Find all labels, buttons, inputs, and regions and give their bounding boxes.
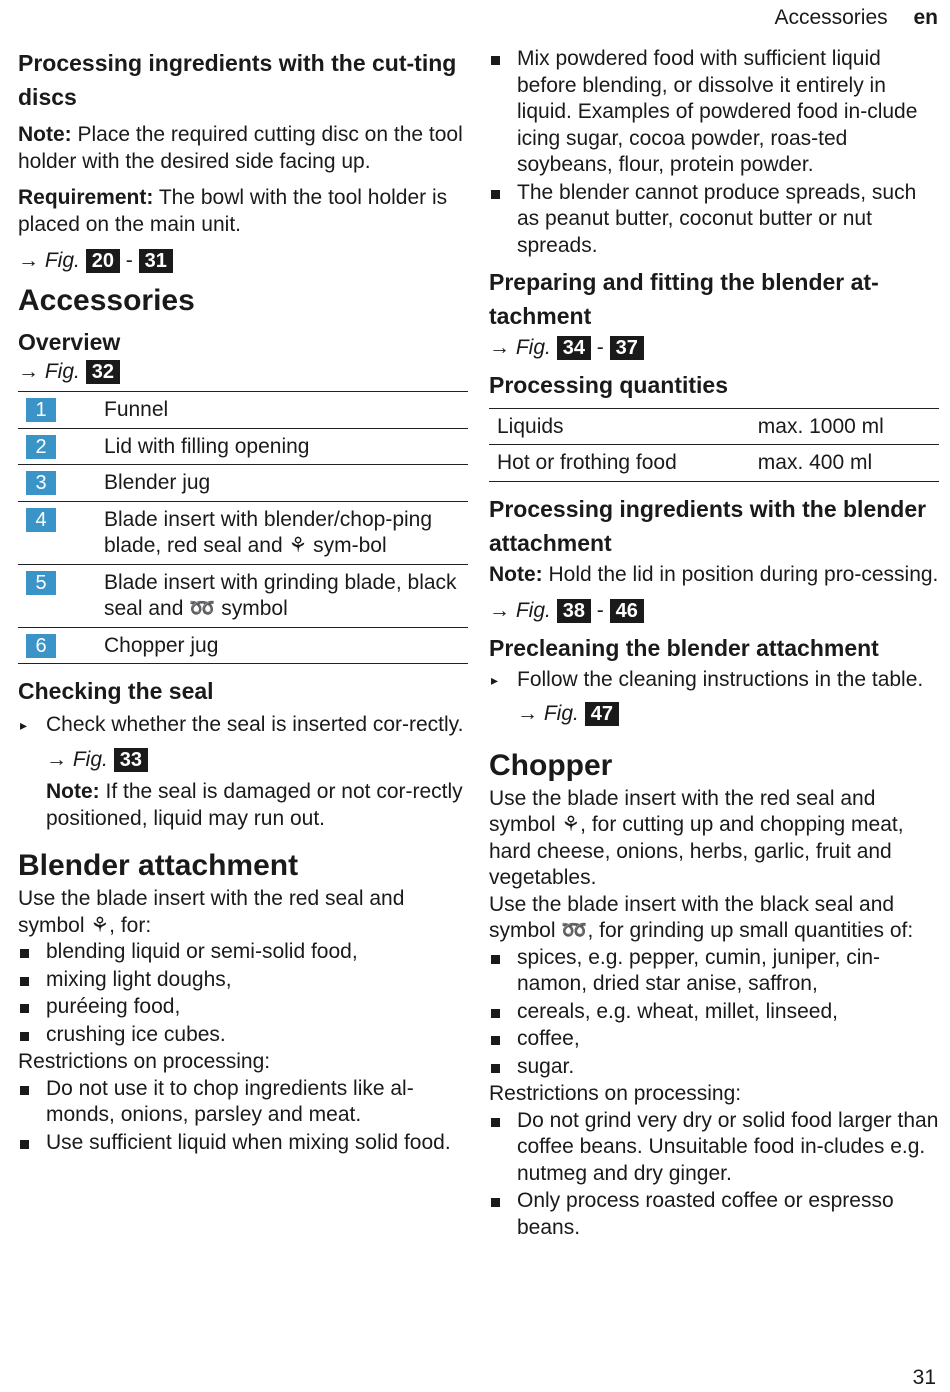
- powder-notes: [489, 46, 939, 259]
- heading-processing-quantities: Processing quantities: [489, 371, 729, 398]
- figure-ref: → Fig. 32: [18, 359, 468, 386]
- quantity-item: Hot or frothing food: [489, 445, 750, 482]
- chopper-paragraph-2: Use the blade insert with the black seal and symbol ➿, for grinding up small quantities of:: [489, 892, 914, 942]
- figure-ref: → Fig. 34 - 37: [489, 335, 939, 362]
- item-text: Funnel: [104, 392, 468, 429]
- right-column: [489, 46, 939, 1249]
- heading-preparing-blender: Preparing and fitting the blender at-tachment: [489, 269, 879, 329]
- list-item: mixing light doughs,: [18, 967, 468, 994]
- figure-badge: 47: [585, 702, 619, 726]
- note-cutting: Note: Place the required cutting disc on the tool holder with the desired side facing up.: [18, 123, 463, 173]
- item-number: 4: [26, 508, 56, 532]
- blender-restrictions: [18, 1076, 468, 1157]
- figure-badge: 32: [86, 360, 120, 384]
- list-item: blending liquid or semi-solid food,: [18, 939, 468, 966]
- heading-processing-blender: Processing ingredients with the blender attachment: [489, 495, 927, 556]
- note-blender: Note: Hold the lid in position during pro-cessing.: [489, 562, 939, 586]
- heading-checking-seal: Checking the seal: [18, 678, 214, 704]
- item-number: 5: [26, 571, 56, 595]
- figure-badge: 33: [114, 748, 148, 772]
- heading-accessories: Accessories: [18, 283, 195, 317]
- table-row: [18, 465, 468, 502]
- table-row: [489, 408, 939, 445]
- figure-badge: 46: [610, 599, 644, 623]
- list-item: ▸ Check whether the seal is inserted cor-rectly.: [18, 712, 468, 739]
- table-row: [18, 627, 468, 664]
- item-text: Lid with filling opening: [104, 428, 468, 465]
- heading-precleaning: Precleaning the blender attachment: [489, 634, 879, 661]
- item-number: 1: [26, 398, 56, 422]
- list-item: crushing ice cubes.: [18, 1022, 468, 1049]
- page-number: 31: [912, 1366, 936, 1389]
- list-item: Use sufficient liquid when mixing solid food.: [18, 1130, 468, 1157]
- item-number: 2: [26, 435, 56, 459]
- overview-table: [18, 391, 468, 664]
- quantities-table: [489, 408, 939, 482]
- quantity-value: max. 400 ml: [750, 445, 939, 482]
- precleaning-steps: [489, 667, 939, 694]
- figure-badge: 20: [86, 249, 120, 273]
- quantity-value: max. 1000 ml: [750, 408, 939, 445]
- item-text: Blade insert with grinding blade, black seal and ➿ symbol: [104, 564, 468, 627]
- list-item: The blender cannot produce spreads, such as peanut butter, coconut butter or nut spreads.: [489, 180, 939, 260]
- requirement: Requirement: The bowl with the tool holder is placed on the main unit.: [18, 186, 448, 236]
- figure-ref: → Fig. 47: [489, 701, 939, 728]
- list-item: ▸ Follow the cleaning instructions in the table.: [489, 667, 939, 694]
- list-item: coffee,: [489, 1026, 939, 1053]
- figure-ref: → Fig. 38 - 46: [489, 598, 939, 625]
- figure-ref: → Fig. 20 - 31: [18, 248, 468, 275]
- seal-steps: [18, 712, 468, 739]
- figure-badge: 34: [557, 336, 591, 360]
- list-item: Only process roasted coffee or espresso beans.: [489, 1188, 939, 1241]
- table-row: [18, 501, 468, 564]
- chopper-items: [489, 945, 939, 1081]
- chopper-restrictions: [489, 1108, 939, 1242]
- table-row: [18, 428, 468, 465]
- item-text: Blade insert with blender/chop-ping blade, red seal and ⚘ sym-bol: [104, 501, 468, 564]
- quantity-item: Liquids: [489, 408, 750, 445]
- restrictions-label: Restrictions on processing:: [489, 1082, 742, 1105]
- figure-badge: 38: [557, 599, 591, 623]
- blender-intro: Use the blade insert with the red seal and symbol ⚘, for:: [18, 887, 405, 937]
- left-column: [18, 46, 468, 1164]
- figure-badge: 37: [610, 336, 644, 360]
- heading-blender-attachment: Blender attachment: [18, 849, 299, 882]
- blender-uses: [18, 939, 468, 1048]
- table-row: [18, 564, 468, 627]
- item-number: 3: [26, 471, 56, 495]
- item-text: Chopper jug: [104, 627, 468, 664]
- list-item: Do not grind very dry or solid food larger than coffee beans. Unsuitable food in-cludes e.g. nutmeg and dry ginger.: [489, 1108, 939, 1188]
- table-row: [18, 392, 468, 429]
- item-number: 6: [26, 634, 56, 658]
- item-text: Blender jug: [104, 465, 468, 502]
- table-row: [489, 445, 939, 482]
- section-title: Accessories: [774, 6, 888, 29]
- note-seal: Note: If the seal is damaged or not cor-rectly positioned, liquid may run out.: [46, 780, 463, 830]
- chopper-paragraph-1: Use the blade insert with the red seal and symbol ⚘, for cutting up and chopping meat, hard cheese, onions, herbs, garlic, fruit and vegetables.: [489, 786, 904, 889]
- figure-badge: 31: [139, 249, 173, 273]
- list-item: sugar.: [489, 1054, 939, 1081]
- heading-overview: Overview: [18, 328, 121, 355]
- list-item: Mix powdered food with sufficient liquid before blending, or dissolve it entirely in liquid. Examples of powdered food in-clude icing sugar, cocoa powder, roas-ted soybeans, flour, protein powder.: [489, 46, 939, 179]
- list-item: Do not use it to chop ingredients like al-monds, onions, parsley and meat.: [18, 1076, 468, 1129]
- heading-chopper: Chopper: [489, 748, 613, 782]
- list-item: spices, e.g. pepper, cumin, juniper, cin-namon, dried star anise, saffron,: [489, 945, 939, 998]
- heading-cutting-discs: Processing ingredients with the cut-ting discs: [18, 50, 457, 110]
- list-item: cereals, e.g. wheat, millet, linseed,: [489, 999, 939, 1026]
- language-code: en: [913, 6, 938, 29]
- list-item: puréeing food,: [18, 994, 468, 1021]
- figure-ref: → Fig. 33: [18, 747, 468, 774]
- page-header: [774, 6, 938, 30]
- restrictions-label: Restrictions on processing:: [18, 1050, 271, 1073]
